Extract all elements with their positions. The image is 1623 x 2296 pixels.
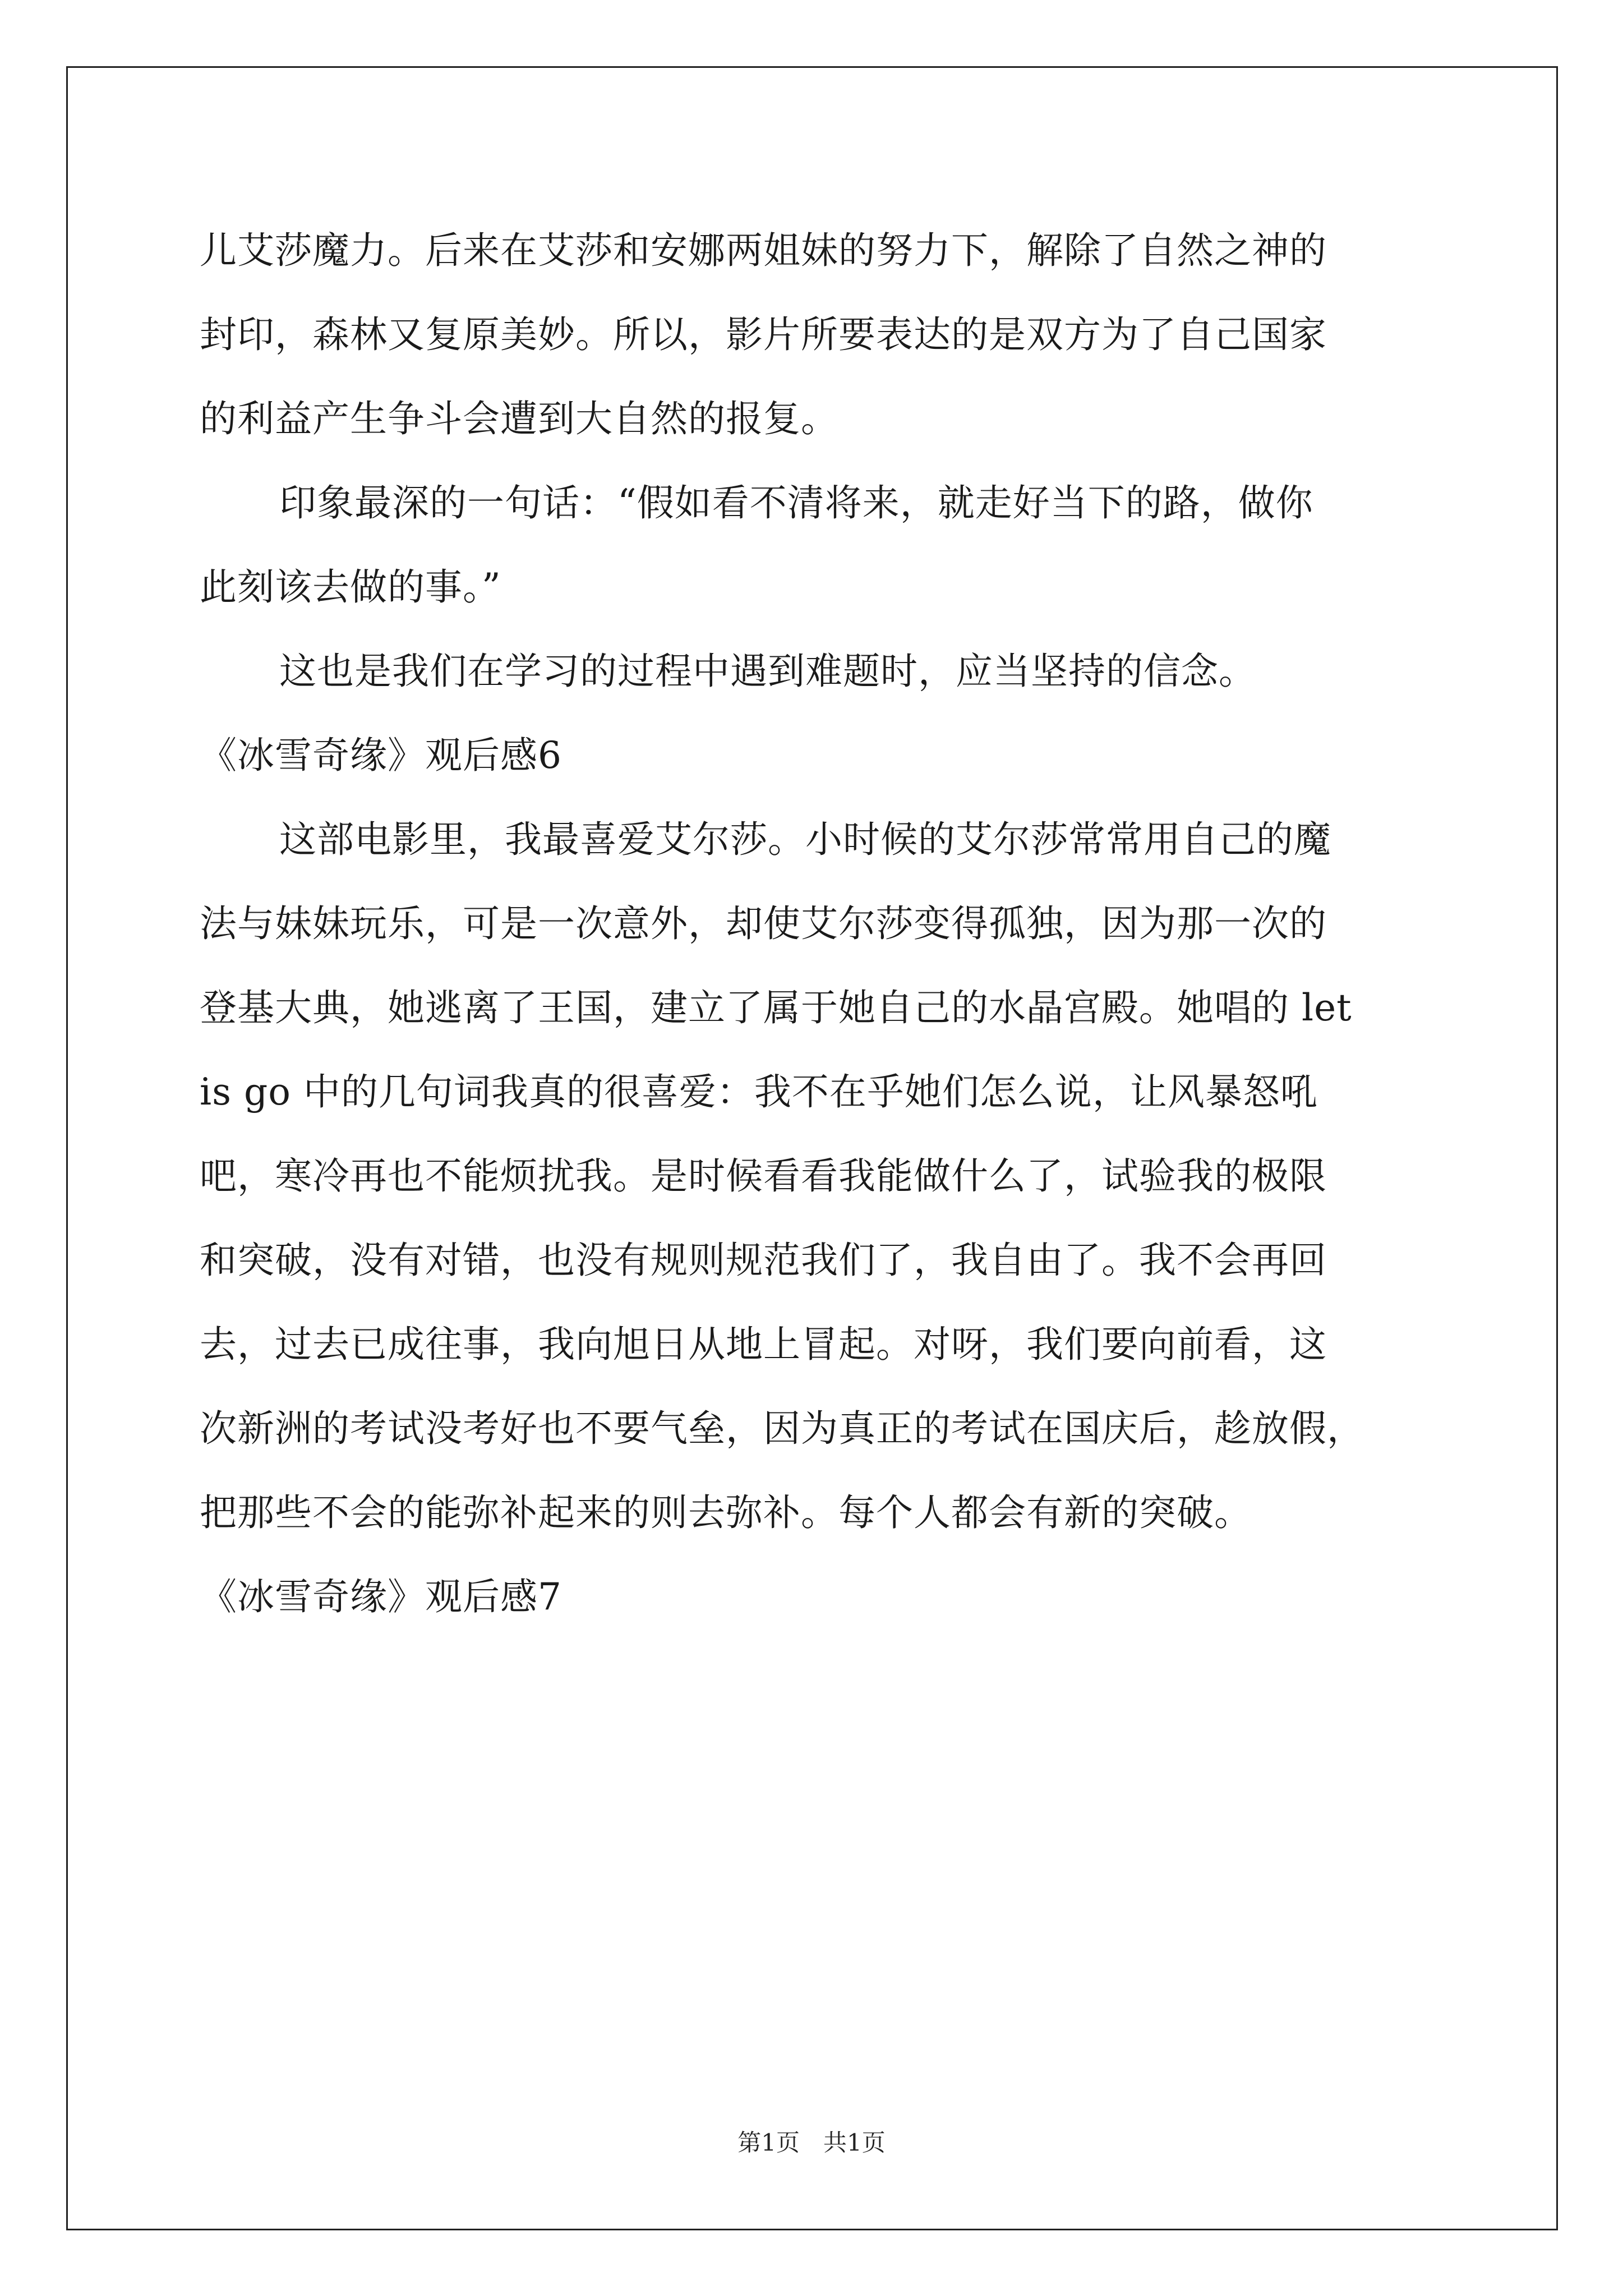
- paragraph-line: 封印，森林又复原美妙。所以，影片所要表达的是双方为了自己国家: [200, 313, 1327, 356]
- paragraph-line: 这部电影里，我最喜爱艾尔莎。小时候的艾尔莎常常用自己的魔: [279, 818, 1331, 861]
- paragraph-line: 吧，寒冷再也不能烦扰我。是时候看看我能做什么了，试验我的极限: [200, 1154, 1327, 1198]
- page-number-footer: 第1页 共1页: [737, 2129, 886, 2156]
- paragraph-line: is go 中的几句词我真的很喜爱：我不在乎她们怎么说，让风暴怒吼: [200, 1070, 1318, 1114]
- paragraph-line: 这也是我们在学习的过程中遇到难题时，应当坚持的信念。: [279, 650, 1256, 693]
- paragraph-line: 此刻该去做的事。”: [200, 565, 501, 609]
- paragraph-line: 登基大典，她逃离了王国，建立了属于她自己的水晶宫殿。她唱的 let: [200, 986, 1352, 1029]
- section-heading: 《冰雪奇缘》观后感6: [200, 734, 562, 777]
- paragraph-line: 把那些不会的能弥补起来的则去弥补。每个人都会有新的突破。: [200, 1491, 1252, 1534]
- paragraph-line: 印象最深的一句话：“假如看不清将来，就走好当下的路，做你: [279, 481, 1313, 524]
- paragraph-line: 的利益产生争斗会遭到大自然的报复。: [200, 397, 838, 440]
- document-body: [200, 209, 1428, 1639]
- paragraph-line: 次新洲的考试没考好也不要气垒，因为真正的考试在国庆后，趁放假，: [200, 1407, 1364, 1450]
- section-heading: 《冰雪奇缘》观后感7: [200, 1575, 562, 1618]
- paragraph-line: 和突破，没有对错，也没有规则规范我们了，我自由了。我不会再回: [200, 1239, 1327, 1282]
- paragraph-line: 法与妹妹玩乐，可是一次意外，却使艾尔莎变得孤独，因为那一次的: [200, 902, 1327, 945]
- paragraph-line: 去，过去已成往事，我向旭日从地上冒起。对呀，我们要向前看，这: [200, 1323, 1327, 1366]
- paragraph-line: 儿艾莎魔力。后来在艾莎和安娜两姐妹的努力下，解除了自然之神的: [200, 229, 1327, 272]
